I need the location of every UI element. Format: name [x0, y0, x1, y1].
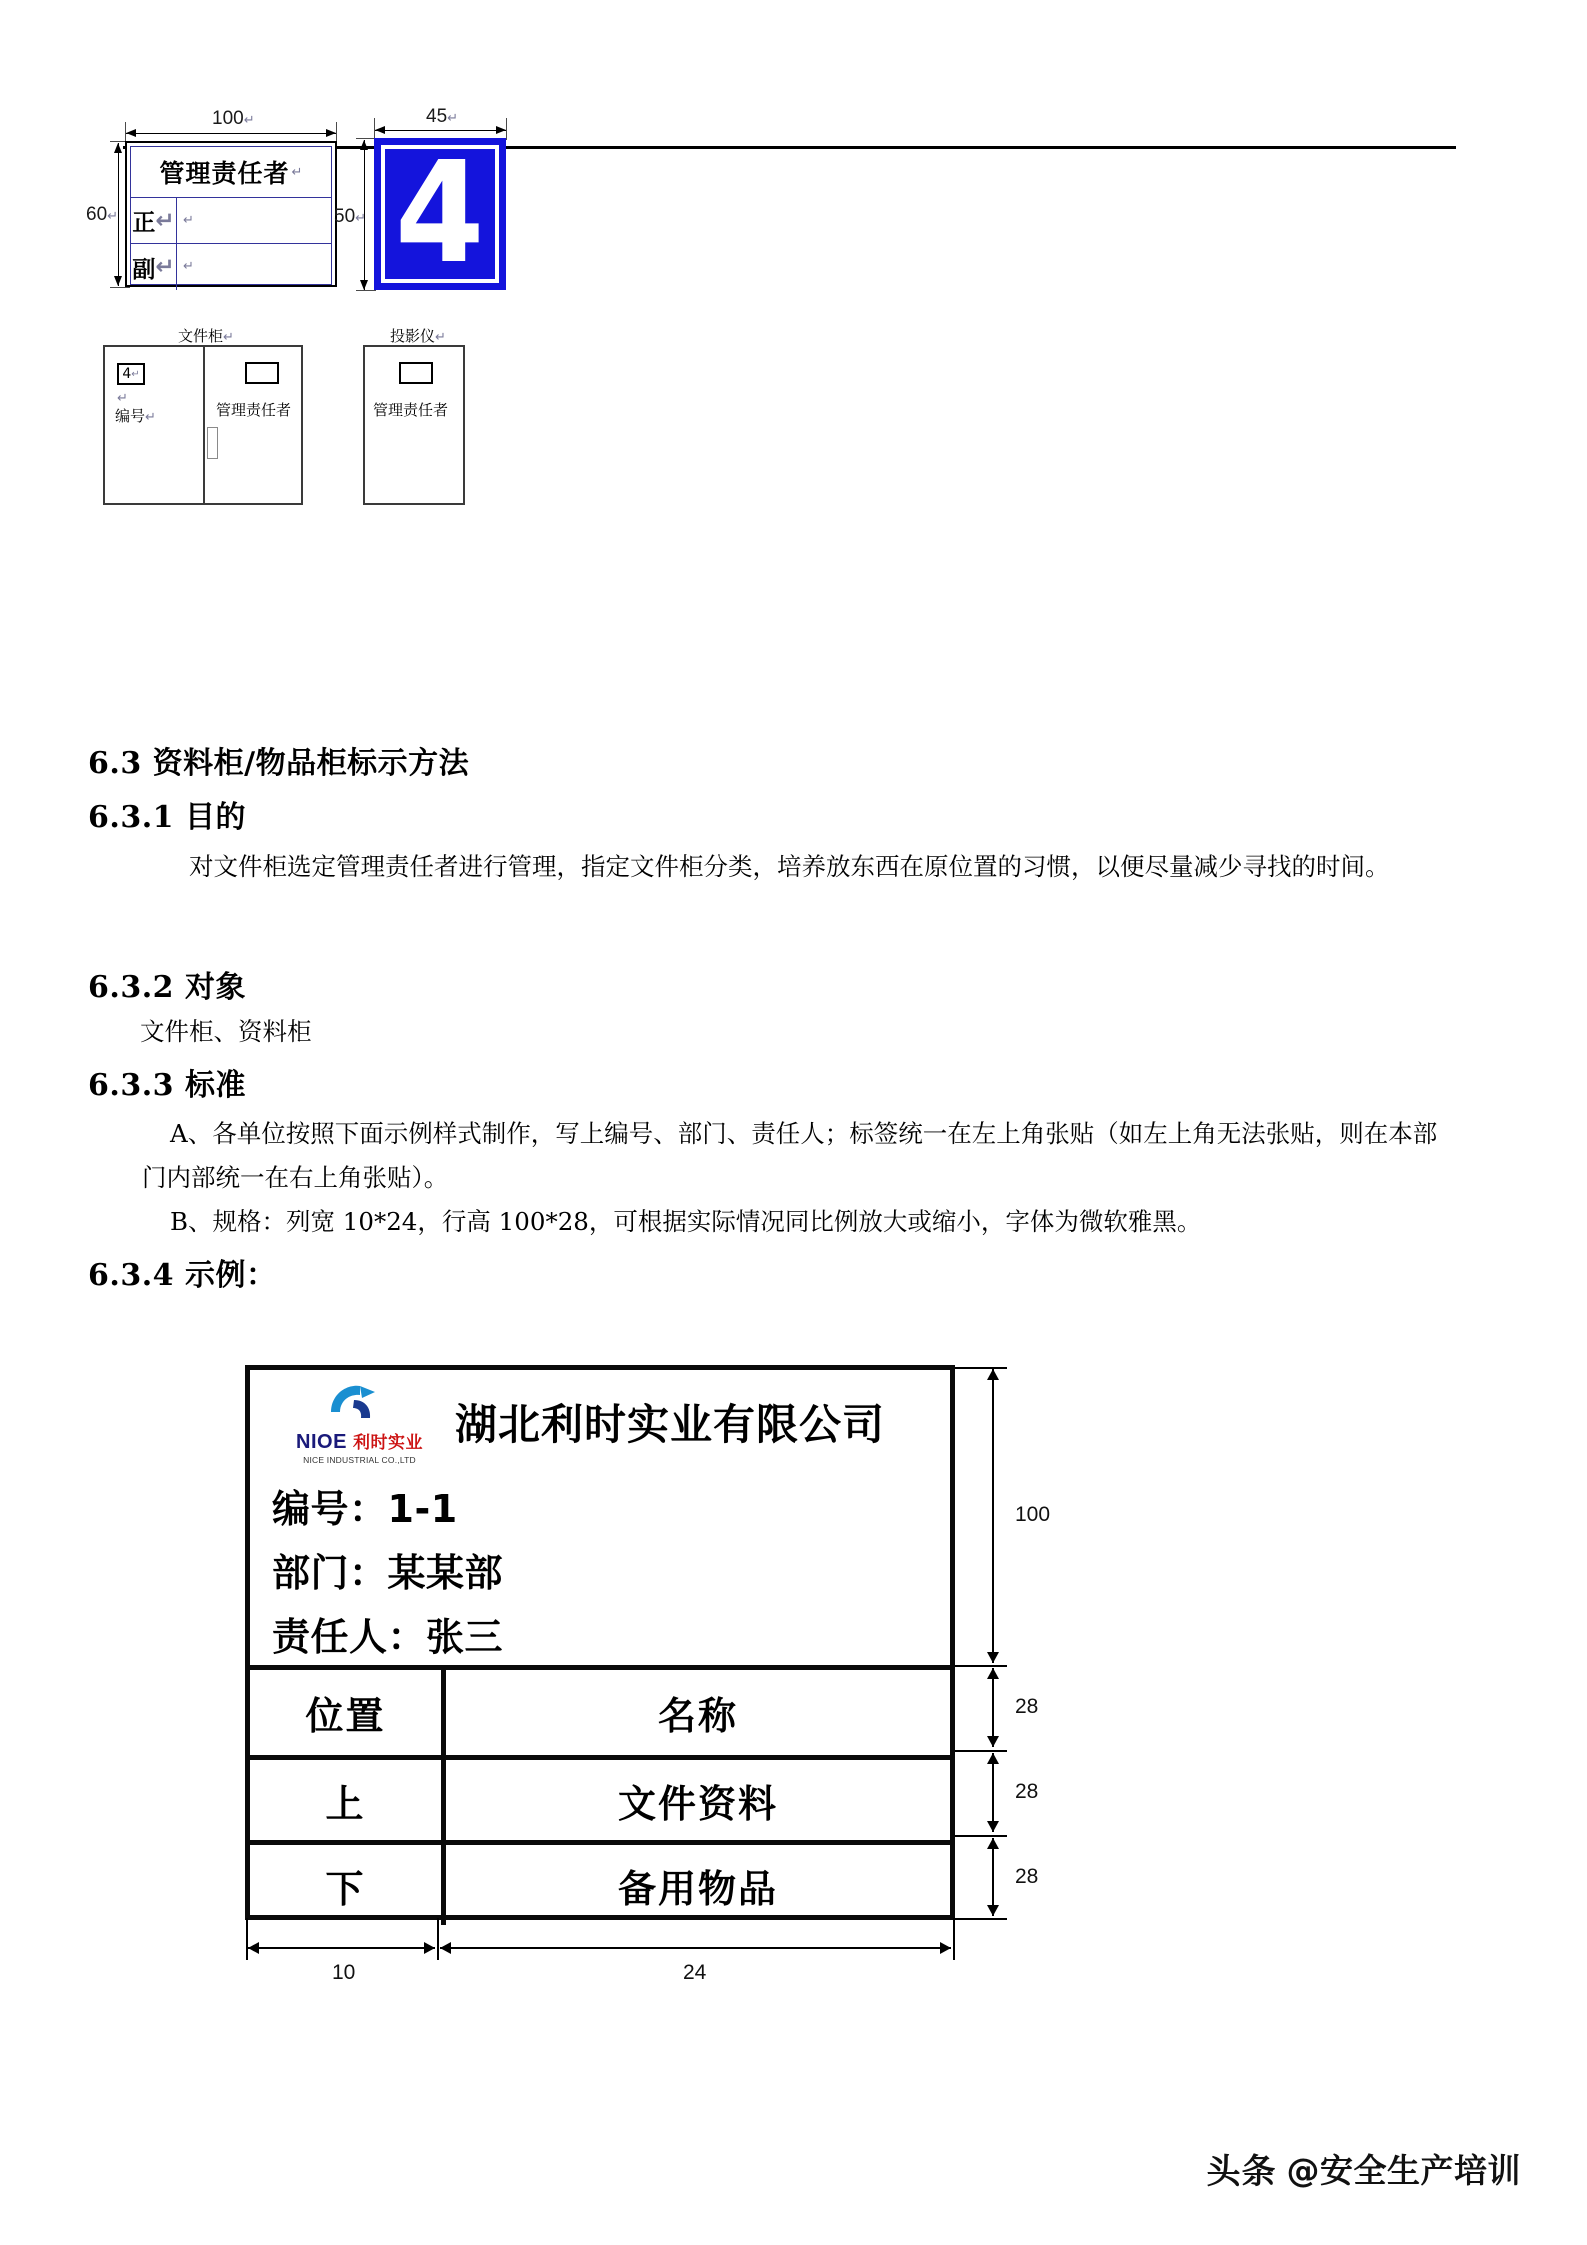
extension-line-right: [506, 118, 507, 140]
pilcrow-mark: ↵: [447, 110, 459, 125]
dimension-value-24: 24: [683, 1961, 707, 1984]
projector-responsible-label-box: [399, 362, 433, 384]
dim-tick: [955, 1750, 1007, 1752]
responsible-table-row-deputy: [131, 244, 331, 290]
dim-tick: [953, 1918, 955, 1960]
label-row-name-text: 文件资料: [617, 1781, 778, 1826]
label-field-owner-label: 责任人：: [272, 1615, 427, 1659]
dimension-value-width: [426, 106, 458, 128]
dimension-arrow-28-row1: [992, 1753, 994, 1832]
dimension-arrow-24: [440, 1947, 951, 1949]
label-row-position: [250, 1845, 446, 1925]
dim-tick: [955, 1918, 1007, 1920]
dimension-arrow-width: [126, 133, 336, 134]
figure-blue-number-sign: [334, 106, 565, 305]
cabinet-caption-wrap: [178, 325, 234, 346]
label-row-name: [446, 1845, 950, 1925]
logo-name-cn: 利时实业: [352, 1433, 423, 1452]
dimension-arrow-28-header: [992, 1668, 994, 1747]
dimension-value-width: [212, 108, 255, 130]
label-field-department: [272, 1542, 503, 1597]
label-card: [245, 1365, 955, 1920]
dim-tick: [437, 1918, 439, 1960]
label-field-department-label: 部门：: [272, 1551, 388, 1595]
blue-sign-inner-border: [381, 132, 499, 296]
dim-height-text: 60: [86, 204, 108, 225]
heading-6-3-1: 6.3.1 目的: [88, 800, 246, 835]
cabinet-caption: 文件柜: [178, 327, 224, 345]
responsible-row-value-cell: [177, 198, 331, 243]
extension-line-bottom: [356, 290, 376, 291]
label-field-number-label: 编号：: [272, 1487, 388, 1531]
responsible-row-value-cell: [177, 244, 331, 290]
paragraph-6-3-3-item-b: B、规格：列宽 10*24，行高 100*28，可根据实际情况同比例放大或缩小，字体为微软雅黑。: [170, 1207, 1202, 1236]
label-table-header-position: [250, 1670, 446, 1755]
label-row-position-text: 下: [325, 1866, 366, 1911]
cabinet-responsible-label-box: [245, 362, 279, 384]
cabinet-number-label-wrap: [115, 405, 156, 426]
cabinet-number-box: [117, 363, 145, 385]
dimension-value-28-row2: 28: [1015, 1865, 1039, 1888]
responsible-row-label-cell: [131, 198, 177, 243]
watermark-text: @安全生产培训: [1286, 2151, 1521, 2190]
dimension-value-28-header: 28: [1015, 1695, 1039, 1718]
heading-6-3-4: 6.3.4 示例：: [88, 1258, 277, 1293]
dimension-value-10: 10: [332, 1961, 356, 1984]
cabinet-door-handle: [207, 427, 218, 459]
figure-label-example: [240, 1365, 1360, 2065]
responsible-row-label: 正: [132, 210, 156, 236]
dim-height-text: 50: [334, 206, 356, 227]
cabinet-number: 4: [122, 366, 132, 382]
heading-6-3-2: 6.3.2 对象: [88, 970, 246, 1005]
label-field-number: [272, 1478, 458, 1533]
logo-subtitle: NICE INDUSTRIAL CO.,LTD: [303, 1455, 416, 1465]
label-field-number-value: 1-1: [387, 1487, 458, 1531]
pilcrow-mark: ↵: [243, 112, 255, 127]
dimension-value-height: [334, 206, 366, 228]
label-company-name: 湖北利时实业有限公司: [455, 1400, 886, 1449]
pilcrow-mark: ↵: [145, 409, 156, 424]
pilcrow-mark: ↵: [355, 210, 367, 225]
responsible-table-title: 管理责任者: [159, 159, 290, 188]
responsible-table-outer: [125, 141, 337, 287]
blue-sign-plate: [374, 132, 506, 296]
paragraph-6-3-2-body: 文件柜、资料柜: [140, 1017, 312, 1046]
label-row-position: [250, 1760, 446, 1840]
dimension-arrow-28-row2: [992, 1838, 994, 1916]
pilcrow-mark: ↵: [155, 207, 175, 234]
dim-width-text: 45: [426, 106, 448, 127]
blue-sign-number: 4: [395, 132, 485, 296]
cabinet-body: [103, 345, 303, 505]
dimension-arrow-width: [375, 130, 506, 131]
dim-width-text: 100: [212, 108, 244, 129]
paragraph-6-3-3-item-a: A、各单位按照下面示例样式制作，写上编号、部门、责任人；标签统一在左上角张贴（如左上角无法张贴，则在本部门内部统一在右上角张贴）。: [142, 1119, 1438, 1192]
dim-tick: [955, 1835, 1007, 1837]
label-header-position-text: 位置: [305, 1694, 386, 1738]
pilcrow-mark: ↵: [435, 329, 446, 344]
label-table-row: [250, 1755, 950, 1840]
label-header-name-text: 名称: [657, 1694, 738, 1738]
pilcrow-mark: ↵: [183, 258, 194, 273]
paragraph-6-3-1-body: 对文件柜选定管理责任者进行管理，指定文件柜分类，培养放东西在原位置的习惯，以便尽量减少寻找的时间。: [189, 852, 1390, 881]
heading-6-3-3: 6.3.3 标准: [88, 1068, 246, 1103]
responsible-table-title-row: [131, 147, 331, 198]
label-row-name-text: 备用物品: [617, 1866, 778, 1911]
extension-line-bottom: [110, 287, 130, 288]
pilcrow-mark: ↵: [155, 254, 175, 280]
label-header: [250, 1370, 950, 1670]
dimension-arrow-height: [118, 143, 119, 286]
pilcrow-mark: ↵: [131, 368, 140, 380]
extension-line-top: [356, 138, 376, 139]
watermark-logo: 头条: [1206, 2152, 1277, 2192]
label-table-row: [250, 1840, 950, 1925]
pilcrow-mark: ↵: [107, 208, 119, 223]
label-table-header-name: [446, 1670, 950, 1755]
responsible-row-label-cell: [131, 244, 177, 290]
cabinet-responsible-label: 管理责任者: [215, 401, 291, 419]
dimension-arrow-100: [992, 1369, 994, 1663]
logo-name-line: [272, 1428, 447, 1454]
dimension-value-height: [86, 204, 118, 226]
projector-caption: 投影仪: [390, 327, 436, 345]
label-field-owner-value: 张三: [426, 1615, 504, 1659]
dimension-value-100: 100: [1015, 1503, 1051, 1526]
figure-projector-cabinet: [360, 325, 580, 510]
projector-body: [363, 345, 465, 505]
label-field-owner: [272, 1606, 503, 1661]
dim-tick: [955, 1367, 1007, 1369]
label-row-position-text: 上: [325, 1781, 366, 1826]
projector-responsible-label: 管理责任者: [373, 401, 449, 419]
pilcrow-mark: ↵: [117, 390, 128, 405]
watermark: [1207, 2144, 1522, 2193]
cabinet-number-label: 编号: [115, 407, 146, 425]
heading-6-3: 6.3 资料柜/物品柜标示方法: [88, 746, 470, 781]
dim-tick: [955, 1665, 1007, 1667]
cabinet-door-divider: [203, 347, 205, 503]
label-field-department-value: 某某部: [387, 1551, 504, 1595]
projector-caption-wrap: [390, 325, 446, 346]
logo-mark-icon: [327, 1382, 381, 1426]
responsible-row-label: 副: [132, 256, 156, 283]
pilcrow-mark: ↵: [223, 329, 234, 344]
pilcrow-mark: ↵: [291, 164, 303, 179]
company-logo: [272, 1382, 447, 1470]
figure-file-cabinet: [100, 325, 400, 510]
responsible-table-inner: [130, 146, 332, 285]
pilcrow-mark: ↵: [183, 212, 194, 227]
dimension-value-28-row1: 28: [1015, 1780, 1039, 1803]
responsible-table-row-primary: [131, 198, 331, 244]
label-table-header-row: [250, 1670, 950, 1755]
label-row-name: [446, 1760, 950, 1840]
logo-name-en: NIOE: [296, 1431, 347, 1453]
dimension-arrow-10: [248, 1947, 435, 1949]
logo-text-block: [272, 1428, 447, 1465]
